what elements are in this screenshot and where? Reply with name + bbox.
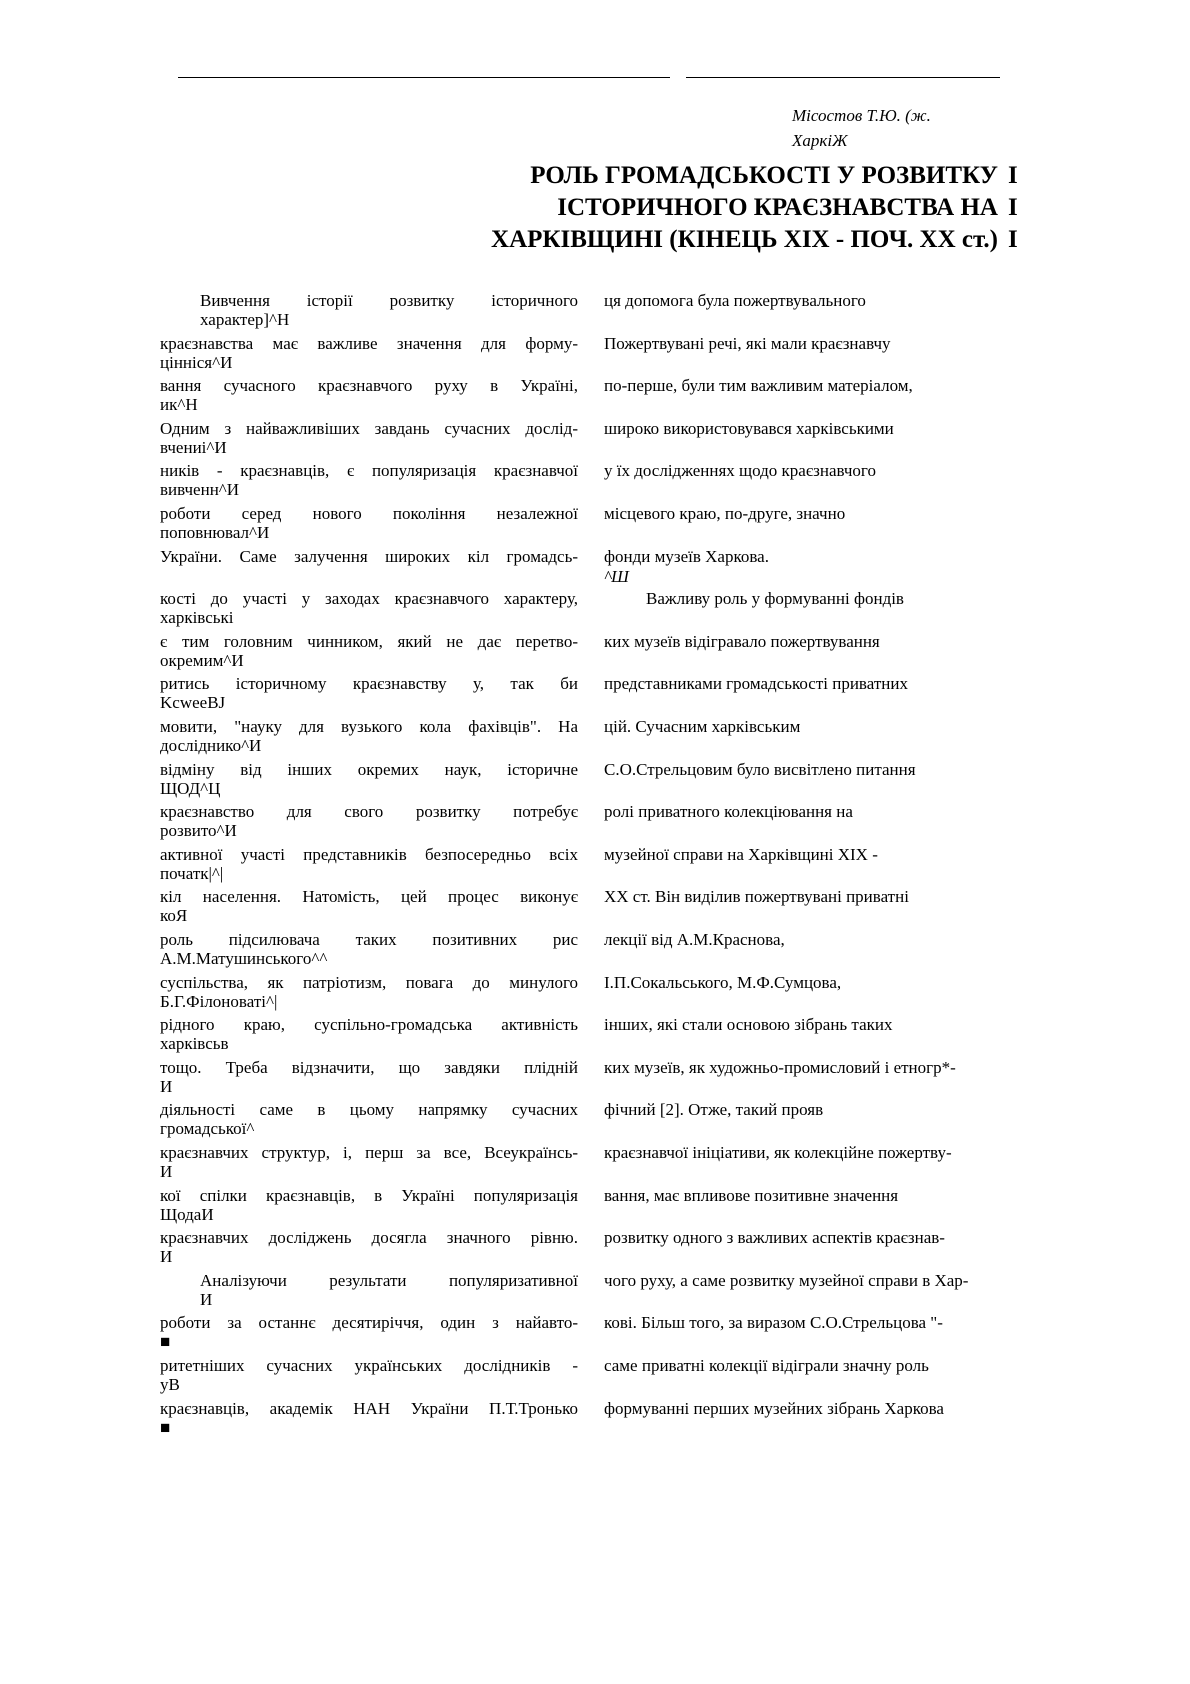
left-column-fragment: окремим^И xyxy=(160,650,244,670)
left-column-fragment: ■ xyxy=(160,1417,171,1437)
right-column-line: представниками громадськості приватних xyxy=(604,674,908,694)
left-column-fragment: вивченн^И xyxy=(160,480,240,500)
right-column-line: XX ст. Він виділив пожертвувані приватні xyxy=(604,887,909,907)
text-row xyxy=(0,674,1190,717)
left-column-fragment: початк|^| xyxy=(160,863,224,883)
left-column-fragment: коЯ xyxy=(160,906,188,926)
left-column-line: краєзнавців, академік НАН України П.Т.Тронько xyxy=(160,1398,578,1418)
text-row xyxy=(0,1143,1190,1186)
left-column-fragment: И xyxy=(160,1162,173,1181)
left-column-line: мовити, "науку для вузького кола фахівців". На xyxy=(160,717,578,736)
right-column-line: широко використовувався харківськими xyxy=(604,418,894,438)
left-column-line: кості до участі у заходах краєзнавчого характеру, xyxy=(160,589,578,609)
right-column-line: цій. Сучасним харківським xyxy=(604,717,801,736)
text-row xyxy=(0,632,1190,675)
text-row xyxy=(0,1356,1190,1399)
text-row xyxy=(0,760,1190,803)
left-column-line: рідного краю, суспільно-громадська активність xyxy=(160,1015,578,1035)
text-row xyxy=(0,1186,1190,1229)
left-column-line: діяльності саме в цьому напрямку сучасних xyxy=(160,1100,578,1120)
left-column-line: кої спілки краєзнавців, в Україні популяризація xyxy=(160,1185,578,1205)
left-column-line: тощо. Треба відзначити, що завдяки плідній xyxy=(160,1057,578,1077)
text-row xyxy=(0,376,1190,419)
left-column-fragment: ■ xyxy=(160,1332,171,1352)
text-row xyxy=(0,504,1190,547)
text-row xyxy=(0,1271,1190,1314)
text-row xyxy=(0,291,1190,334)
right-column-line: музейної справи на Харківщині XIX - xyxy=(604,844,878,864)
left-column-fragment: харківсьв xyxy=(160,1034,229,1054)
right-column-line: фічний [2]. Отже, такий прояв xyxy=(604,1100,824,1120)
left-column-fragment: ик^Н xyxy=(160,395,198,415)
right-column-line: у їх дослідженнях щодо краєзнавчого xyxy=(604,461,876,481)
left-column-line: активної участі представників безпосередньо всіх xyxy=(160,844,578,864)
left-column-fragment: KcweeBJ xyxy=(160,693,226,713)
left-column-fragment: досліднико^И xyxy=(160,736,262,755)
author-line-2: ХаркіЖ xyxy=(792,131,848,150)
right-column-line: фонди музеїв Харкова. xyxy=(604,546,769,566)
left-column-line: ритись історичному краєзнавству у, так би xyxy=(160,674,578,694)
left-column-fragment: А.М.Матушинського^^ xyxy=(160,949,328,968)
text-row xyxy=(0,1399,1190,1442)
left-column-line: краєзнавчих структур, і, перш за все, Всеукраїнсь- xyxy=(160,1143,578,1162)
text-row xyxy=(0,1100,1190,1143)
title-mark-3: I xyxy=(1008,226,1018,253)
left-column-fragment: И xyxy=(160,1247,173,1267)
header-rule-left xyxy=(178,77,670,78)
right-column-line: Важливу роль у формуванні фондів xyxy=(646,589,904,609)
title-mark-1: I xyxy=(1008,162,1018,189)
left-column-line: Одним з найважливіших завдань сучасних дослід- xyxy=(160,418,578,438)
left-column-line: ритетніших сучасних українських дослідників - xyxy=(160,1356,578,1375)
left-column-line: роботи за останнє десятиріччя, один з найавто- xyxy=(160,1313,578,1333)
left-column-line: відміну від інших окремих наук, історичне xyxy=(160,759,578,779)
left-column-fragment: уВ xyxy=(160,1375,180,1394)
text-row xyxy=(0,973,1190,1016)
right-column-line: по-перше, були тим важливим матеріалом, xyxy=(604,376,913,396)
text-row xyxy=(0,717,1190,760)
text-row xyxy=(0,887,1190,930)
text-row xyxy=(0,547,1190,590)
text-row xyxy=(0,334,1190,377)
text-row xyxy=(0,1313,1190,1356)
left-column-line: Аналізуючи результати популяризативної xyxy=(200,1270,578,1290)
left-column-fragment: харківські xyxy=(160,608,234,628)
left-column-line: вання сучасного краєзнавчого руху в Україні, xyxy=(160,376,578,396)
title-line-2: ІСТОРИЧНОГО КРАЄЗНАВСТВА НА xyxy=(557,194,998,221)
text-row xyxy=(0,802,1190,845)
right-column-line: С.О.Стрельцовим було висвітлено питання xyxy=(604,759,916,779)
header-rule-right xyxy=(686,77,1000,78)
left-column-fragment: поповнювал^И xyxy=(160,523,270,542)
author-line-1: Місостов Т.Ю. (ж. xyxy=(792,106,931,125)
left-column-fragment: И xyxy=(200,1289,213,1309)
left-column-line: є тим головним чинником, який не дає перетво- xyxy=(160,631,578,651)
text-row xyxy=(0,1015,1190,1058)
right-column-line: краєзнавчої ініціативи, як колекційне пожертву- xyxy=(604,1143,952,1162)
left-column-fragment: характер]^Н xyxy=(200,310,290,329)
left-column-line: суспільства, як патріотизм, повага до минулого xyxy=(160,972,578,992)
right-column-line: ких музеїв, як художньо-промисловий і етногр*- xyxy=(604,1057,956,1077)
right-column-line: ких музеїв відігравало пожертвування xyxy=(604,631,880,651)
right-column-line: І.П.Сокальського, М.Ф.Сумцова, xyxy=(604,972,842,992)
right-column-line: ця допомога була пожертвувального xyxy=(604,291,866,310)
left-column-line: Вивчення історії розвитку історичного xyxy=(200,291,578,310)
text-row xyxy=(0,589,1190,632)
right-column-line: формуванні перших музейних зібрань Харкова xyxy=(604,1398,944,1418)
left-column-fragment: вчениі^И xyxy=(160,437,227,457)
left-column-fragment: ЩодаИ xyxy=(160,1204,214,1224)
left-column-line: ників - краєзнавців, є популяризація краєзнавчої xyxy=(160,461,578,481)
right-column-line: інших, які стали основою зібрань таких xyxy=(604,1015,893,1035)
text-row xyxy=(0,930,1190,973)
left-column-line: краєзнавства має важливе значення для форму- xyxy=(160,333,578,353)
left-column-fragment: розвито^И xyxy=(160,821,237,841)
right-column-line: вання, має впливове позитивне значення xyxy=(604,1185,899,1205)
left-column-fragment: цінніся^И xyxy=(160,352,233,372)
text-row xyxy=(0,1228,1190,1271)
right-column-fragment: ^Ш xyxy=(604,566,629,586)
left-column-line: кіл населення. Натомість, цей процес виконує xyxy=(160,887,578,907)
text-row xyxy=(0,461,1190,504)
left-column-fragment: И xyxy=(160,1076,173,1096)
left-column-line: України. Саме залучення широких кіл громадсь- xyxy=(160,546,578,566)
text-row xyxy=(0,1058,1190,1101)
left-column-fragment: Б.Г.Філоноваті^| xyxy=(160,991,278,1011)
text-row xyxy=(0,845,1190,888)
left-column-fragment: громадської^ xyxy=(160,1119,255,1139)
right-column-line: лекції від А.М.Краснова, xyxy=(604,930,785,949)
right-column-line: розвитку одного з важливих аспектів краєзнав- xyxy=(604,1228,945,1248)
left-column-fragment: ЩОД^Ц xyxy=(160,778,221,798)
left-column-line: роль підсилювача таких позитивних рис xyxy=(160,930,578,949)
right-column-line: саме приватні колекції відіграли значну роль xyxy=(604,1356,929,1375)
left-column-line: роботи серед нового покоління незалежної xyxy=(160,504,578,523)
title-line-3: ХАРКІВЩИНІ (КІНЕЦЬ XIX - ПОЧ. XX ст.) xyxy=(491,226,998,253)
left-column-line: краєзнавство для свого розвитку потребує xyxy=(160,802,578,822)
right-column-line: місцевого краю, по-друге, значно xyxy=(604,504,846,523)
title-line-1: РОЛЬ ГРОМАДСЬКОСТІ У РОЗВИТКУ xyxy=(530,162,998,189)
text-row xyxy=(0,419,1190,462)
right-column-line: чого руху, а саме розвитку музейної справи в Хар- xyxy=(604,1270,969,1290)
right-column-line: кові. Більш того, за виразом С.О.Стрельцова "- xyxy=(604,1313,943,1333)
right-column-line: ролі приватного колекціювання на xyxy=(604,802,853,822)
title-mark-2: I xyxy=(1008,194,1018,221)
right-column-line: Пожертвувані речі, які мали краєзнавчу xyxy=(604,333,891,353)
left-column-line: краєзнавчих досліджень досягла значного рівню. xyxy=(160,1228,578,1248)
